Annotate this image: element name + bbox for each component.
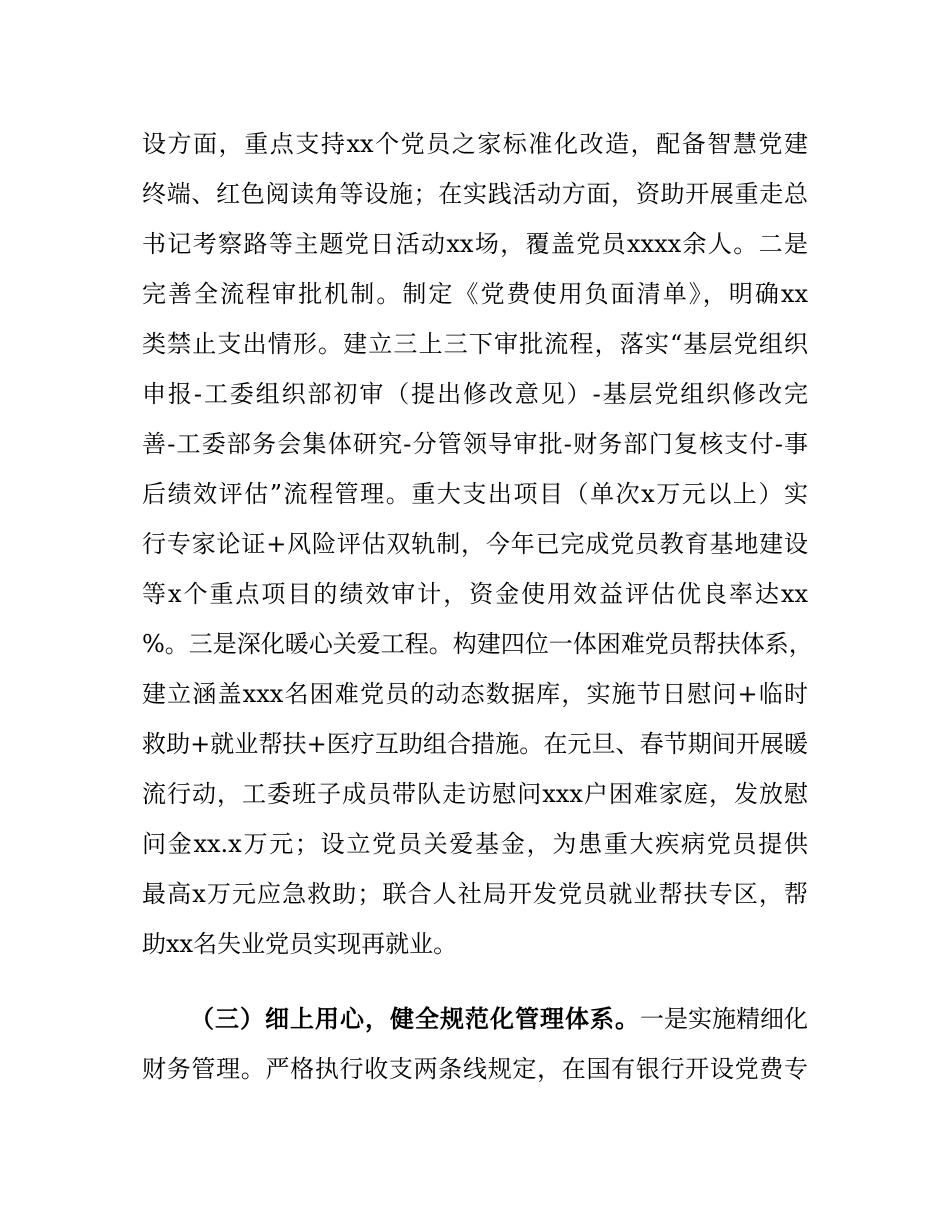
- text-line: 完善全流程审批机制。制定《党费使用负面清单》，明确xx: [142, 280, 808, 308]
- paragraph-2: [142, 994, 822, 1094]
- heading-continuation: 一是实施精细化: [640, 1005, 808, 1033]
- text-line: 善-工委部务会集体研究-分管领导审批-财务部门复核支付-事: [142, 430, 808, 458]
- text-line: 最高x万元应急救助；联合人社局开发党员就业帮扶专区，帮: [142, 880, 808, 908]
- text-line: 建立涵盖xxx名困难党员的动态数据库，实施节日慰问+临时: [142, 680, 808, 708]
- text-line: 财务管理。严格执行收支两条线规定，在国有银行开设党费专: [142, 1055, 808, 1083]
- text-line: 终端、红色阅读角等设施；在实践活动方面，资助开展重走总: [142, 180, 808, 208]
- text-line: 流行动，工委班子成员带队走访慰问xxx户困难家庭，发放慰: [142, 780, 808, 808]
- body-text: [142, 119, 822, 1094]
- text-line: %。三是深化暖心关爱工程。构建四位一体困难党员帮扶体系，: [142, 630, 813, 658]
- text-line: 行专家论证+风险评估双轨制，今年已完成党员教育基地建设: [142, 530, 808, 558]
- section-heading-line: [142, 994, 808, 1044]
- text-line: 问金xx.x万元；设立党员关爱基金，为患重大疾病党员提供: [142, 830, 808, 858]
- paragraph-1: [142, 119, 822, 969]
- text-line: 助xx名失业党员实现再就业。: [142, 930, 458, 958]
- text-line: 后绩效评估”流程管理。重大支出项目（单次x万元以上）实: [142, 480, 808, 508]
- text-line: 类禁止支出情形。建立三上三下审批流程，落实“基层党组织: [142, 330, 808, 358]
- text-line: 申报-工委组织部初审（提出修改意见）-基层党组织修改完: [142, 380, 808, 408]
- text-line: 设方面，重点支持xx个党员之家标准化改造，配备智慧党建: [142, 130, 808, 158]
- text-line: 书记考察路等主题党日活动xx场，覆盖党员xxxx余人。二是: [142, 230, 808, 258]
- text-line: 等x个重点项目的绩效审计，资金使用效益评估优良率达xx: [142, 580, 808, 608]
- paragraph-spacer: [142, 969, 822, 994]
- text-line: 救助+就业帮扶+医疗互助组合措施。在元旦、春节期间开展暖: [142, 730, 808, 758]
- section-heading: （三）细上用心，健全规范化管理体系。: [190, 1005, 640, 1033]
